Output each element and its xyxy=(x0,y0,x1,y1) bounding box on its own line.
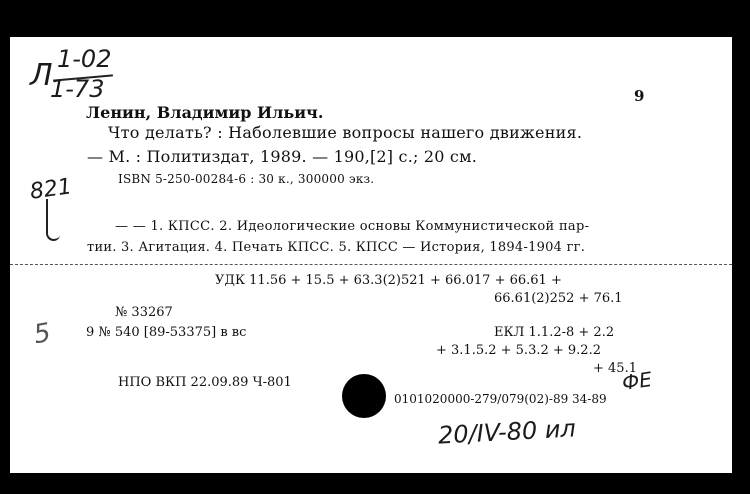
subjects-line-2: тии. 3. Агитация. 4. Печать КПСС. 5. КПСС — История, 1894-1904 гг. xyxy=(87,240,586,255)
side-handwritten-bracket xyxy=(46,199,60,241)
subjects-line-1: — — 1. КПСС. 2. Идеологические основы Коммунистической пар- xyxy=(115,219,590,234)
handwritten-initials: ФЕ xyxy=(620,367,654,395)
isbn-line: ISBN 5-250-00284-6 : 30 к., 300000 экз. xyxy=(118,172,375,186)
punch-hole xyxy=(342,374,386,418)
dashed-separator xyxy=(10,264,732,265)
ekl-line-3: + 45.1 xyxy=(593,361,637,376)
record-number: № 33267 xyxy=(115,305,173,320)
side-handwritten-number: 821 xyxy=(28,174,74,205)
ekl-line-2: + 3.1.5.2 + 5.3.2 + 9.2.2 xyxy=(436,343,601,358)
order-line: 9 № 540 [89-53375] в вс xyxy=(86,325,247,340)
title-line: Что делать? : Наболевшие вопросы нашего движения. xyxy=(108,123,583,142)
handwritten-date: 20/IV-80 ил xyxy=(437,414,577,450)
stamp-scribble: 5 xyxy=(31,317,54,351)
shelf-mark-bottom: 1-73 xyxy=(50,75,105,103)
card-number: 9 xyxy=(634,87,645,105)
author-heading: Ленин, Владимир Ильич. xyxy=(86,103,324,122)
code-line: 0101020000-279/079(02)-89 34-89 xyxy=(394,392,607,406)
npo-line: НПО ВКП 22.09.89 Ч-801 xyxy=(118,375,292,390)
imprint-line: — М. : Политиздат, 1989. — 190,[2] с.; 20 см. xyxy=(87,147,477,166)
ekl-line-1: ЕКЛ 1.1.2-8 + 2.2 xyxy=(494,325,615,340)
shelf-mark-top: 1-02 xyxy=(57,45,112,73)
shelf-mark-letter: Л xyxy=(30,58,53,93)
catalog-card xyxy=(10,37,732,473)
udk-line-2: 66.61(2)252 + 76.1 xyxy=(494,291,623,306)
udk-line-1: УДК 11.56 + 15.5 + 63.3(2)521 + 66.017 + 66.61 + xyxy=(215,273,562,288)
